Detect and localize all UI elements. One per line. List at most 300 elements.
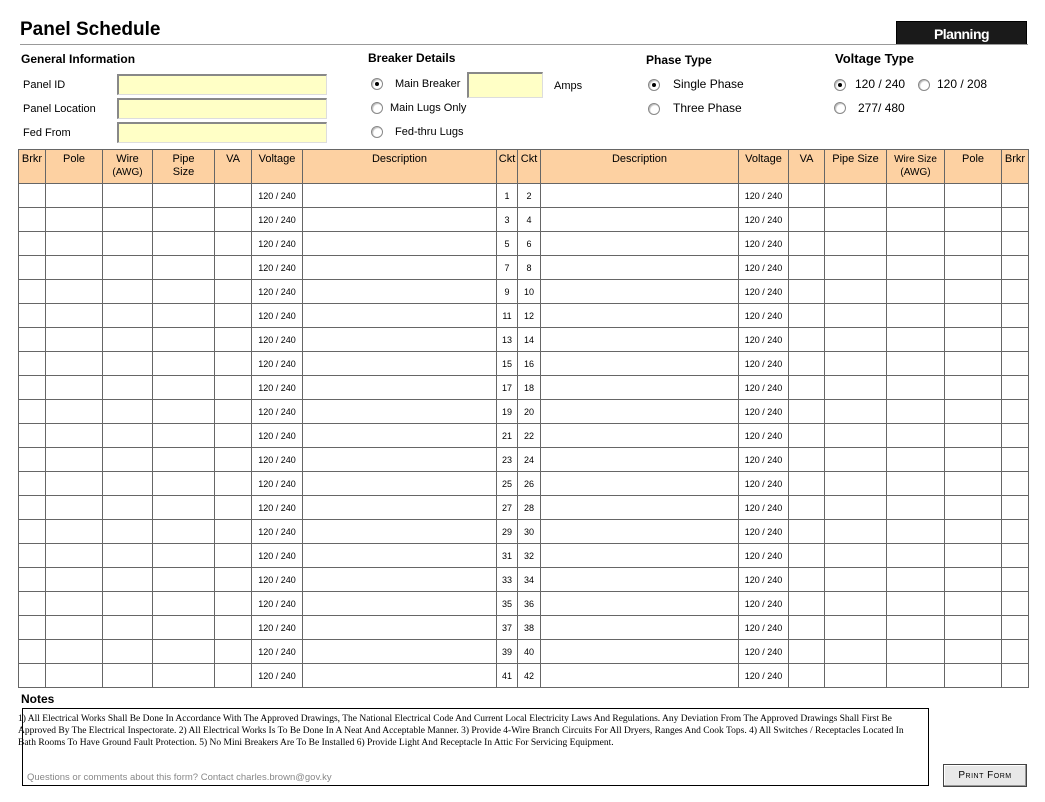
va-cell[interactable] bbox=[215, 304, 252, 328]
circuit-number-cell: 32 bbox=[518, 544, 541, 568]
wire-size-cell[interactable] bbox=[887, 520, 945, 544]
voltage-277-480-radio[interactable] bbox=[834, 102, 846, 114]
pole-cell[interactable] bbox=[945, 208, 1002, 232]
brkr-cell[interactable] bbox=[19, 640, 46, 664]
table-row bbox=[19, 496, 1029, 520]
wire-cell[interactable] bbox=[103, 184, 153, 208]
wire-cell[interactable] bbox=[103, 424, 153, 448]
va-cell[interactable] bbox=[789, 352, 825, 376]
description-cell[interactable] bbox=[303, 448, 497, 472]
description-cell[interactable] bbox=[303, 520, 497, 544]
va-cell[interactable] bbox=[215, 472, 252, 496]
pole-cell[interactable] bbox=[945, 496, 1002, 520]
brkr-cell[interactable] bbox=[19, 352, 46, 376]
va-cell[interactable] bbox=[789, 400, 825, 424]
pipe-cell[interactable] bbox=[153, 520, 215, 544]
brkr-cell[interactable] bbox=[19, 616, 46, 640]
wire-cell[interactable] bbox=[103, 568, 153, 592]
wire-size-cell[interactable] bbox=[887, 184, 945, 208]
voltage-cell: 120 / 240 bbox=[739, 616, 789, 640]
wire-size-cell[interactable] bbox=[887, 640, 945, 664]
description-cell[interactable] bbox=[303, 280, 497, 304]
va-cell[interactable] bbox=[789, 376, 825, 400]
voltage-cell: 120 / 240 bbox=[739, 184, 789, 208]
va-cell[interactable] bbox=[789, 616, 825, 640]
pole-cell[interactable] bbox=[945, 640, 1002, 664]
pole-cell[interactable] bbox=[46, 400, 103, 424]
pole-cell[interactable] bbox=[46, 280, 103, 304]
va-cell[interactable] bbox=[215, 424, 252, 448]
description-cell[interactable] bbox=[541, 496, 739, 520]
description-cell[interactable] bbox=[541, 640, 739, 664]
brkr-cell[interactable] bbox=[19, 448, 46, 472]
pipe-cell[interactable] bbox=[153, 424, 215, 448]
va-cell[interactable] bbox=[789, 592, 825, 616]
va-cell[interactable] bbox=[789, 280, 825, 304]
va-cell[interactable] bbox=[789, 640, 825, 664]
pole-cell[interactable] bbox=[46, 304, 103, 328]
circuit-number-cell: 19 bbox=[497, 400, 518, 424]
brkr-cell[interactable] bbox=[1002, 472, 1029, 496]
wire-cell[interactable] bbox=[103, 664, 153, 688]
description-cell[interactable] bbox=[303, 472, 497, 496]
wire-size-cell[interactable] bbox=[887, 400, 945, 424]
panel-location-input[interactable] bbox=[117, 98, 327, 119]
va-cell[interactable] bbox=[215, 208, 252, 232]
wire-size-cell[interactable] bbox=[887, 304, 945, 328]
pole-cell[interactable] bbox=[46, 184, 103, 208]
brkr-cell[interactable] bbox=[19, 304, 46, 328]
header-wire-left bbox=[103, 150, 153, 184]
pole-cell[interactable] bbox=[46, 424, 103, 448]
pole-cell[interactable] bbox=[945, 592, 1002, 616]
brkr-cell[interactable] bbox=[19, 568, 46, 592]
pole-cell[interactable] bbox=[945, 400, 1002, 424]
brkr-cell[interactable] bbox=[1002, 568, 1029, 592]
pole-cell[interactable] bbox=[46, 376, 103, 400]
pole-cell[interactable] bbox=[46, 616, 103, 640]
description-cell[interactable] bbox=[303, 640, 497, 664]
wire-cell[interactable] bbox=[103, 640, 153, 664]
voltage-cell: 120 / 240 bbox=[739, 568, 789, 592]
fed-from-input[interactable] bbox=[117, 122, 327, 143]
description-cell[interactable] bbox=[303, 328, 497, 352]
description-cell[interactable] bbox=[541, 352, 739, 376]
wire-cell[interactable] bbox=[103, 544, 153, 568]
pipe-size-cell[interactable] bbox=[825, 592, 887, 616]
description-cell[interactable] bbox=[541, 472, 739, 496]
brkr-cell[interactable] bbox=[19, 472, 46, 496]
wire-size-cell[interactable] bbox=[887, 472, 945, 496]
brkr-cell[interactable] bbox=[1002, 280, 1029, 304]
brkr-cell[interactable] bbox=[19, 328, 46, 352]
notes-title: Notes bbox=[21, 692, 55, 706]
pipe-cell[interactable] bbox=[153, 472, 215, 496]
pipe-cell[interactable] bbox=[153, 256, 215, 280]
description-cell[interactable] bbox=[303, 424, 497, 448]
wire-cell[interactable] bbox=[103, 616, 153, 640]
pole-cell[interactable] bbox=[945, 544, 1002, 568]
wire-cell[interactable] bbox=[103, 304, 153, 328]
description-cell[interactable] bbox=[541, 376, 739, 400]
voltage-cell: 120 / 240 bbox=[739, 400, 789, 424]
header-va-right: VA bbox=[789, 150, 825, 184]
panel-id-label: Panel ID bbox=[23, 79, 66, 91]
wire-cell[interactable] bbox=[103, 520, 153, 544]
wire-size-cell[interactable] bbox=[887, 280, 945, 304]
description-cell[interactable] bbox=[303, 304, 497, 328]
brkr-cell[interactable] bbox=[1002, 376, 1029, 400]
va-cell[interactable] bbox=[215, 544, 252, 568]
wire-size-cell[interactable] bbox=[887, 232, 945, 256]
pipe-size-cell[interactable] bbox=[825, 544, 887, 568]
circuit-number-cell: 27 bbox=[497, 496, 518, 520]
wire-cell[interactable] bbox=[103, 592, 153, 616]
va-cell[interactable] bbox=[215, 664, 252, 688]
table-row bbox=[19, 616, 1029, 640]
va-cell[interactable] bbox=[789, 184, 825, 208]
header-wire-label: Wire bbox=[116, 153, 139, 165]
brkr-cell[interactable] bbox=[1002, 448, 1029, 472]
pole-cell[interactable] bbox=[46, 472, 103, 496]
pipe-size-cell[interactable] bbox=[825, 664, 887, 688]
brkr-cell[interactable] bbox=[1002, 400, 1029, 424]
brkr-cell[interactable] bbox=[19, 256, 46, 280]
va-cell[interactable] bbox=[789, 568, 825, 592]
description-cell[interactable] bbox=[303, 568, 497, 592]
va-cell[interactable] bbox=[215, 568, 252, 592]
description-cell[interactable] bbox=[541, 232, 739, 256]
pipe-size-cell[interactable] bbox=[825, 448, 887, 472]
fed-thru-lugs-radio[interactable] bbox=[371, 126, 383, 138]
pole-cell[interactable] bbox=[46, 544, 103, 568]
circuit-number-cell: 10 bbox=[518, 280, 541, 304]
pipe-size-cell[interactable] bbox=[825, 424, 887, 448]
main-lugs-only-radio[interactable] bbox=[371, 102, 383, 114]
description-cell[interactable] bbox=[541, 424, 739, 448]
brkr-cell[interactable] bbox=[19, 496, 46, 520]
va-cell[interactable] bbox=[789, 304, 825, 328]
va-cell[interactable] bbox=[789, 664, 825, 688]
pipe-cell[interactable] bbox=[153, 640, 215, 664]
voltage-120-208-radio[interactable] bbox=[918, 79, 930, 91]
va-cell[interactable] bbox=[789, 232, 825, 256]
circuit-number-cell: 41 bbox=[497, 664, 518, 688]
description-cell[interactable] bbox=[541, 544, 739, 568]
pipe-cell[interactable] bbox=[153, 328, 215, 352]
brkr-cell[interactable] bbox=[1002, 544, 1029, 568]
brkr-cell[interactable] bbox=[19, 208, 46, 232]
pipe-size-cell[interactable] bbox=[825, 400, 887, 424]
pole-cell[interactable] bbox=[46, 520, 103, 544]
pole-cell[interactable] bbox=[945, 376, 1002, 400]
pole-cell[interactable] bbox=[945, 424, 1002, 448]
circuit-number-cell: 38 bbox=[518, 616, 541, 640]
wire-cell[interactable] bbox=[103, 208, 153, 232]
description-cell[interactable] bbox=[541, 448, 739, 472]
pole-cell[interactable] bbox=[46, 256, 103, 280]
pipe-size-cell[interactable] bbox=[825, 520, 887, 544]
wire-cell[interactable] bbox=[103, 376, 153, 400]
pipe-size-cell[interactable] bbox=[825, 256, 887, 280]
va-cell[interactable] bbox=[789, 520, 825, 544]
pipe-size-cell[interactable] bbox=[825, 232, 887, 256]
description-cell[interactable] bbox=[303, 208, 497, 232]
description-cell[interactable] bbox=[303, 664, 497, 688]
description-cell[interactable] bbox=[541, 400, 739, 424]
va-cell[interactable] bbox=[215, 400, 252, 424]
va-cell[interactable] bbox=[215, 280, 252, 304]
brkr-cell[interactable] bbox=[1002, 496, 1029, 520]
description-cell[interactable] bbox=[541, 184, 739, 208]
pipe-size-cell[interactable] bbox=[825, 640, 887, 664]
brkr-cell[interactable] bbox=[1002, 256, 1029, 280]
wire-size-cell[interactable] bbox=[887, 592, 945, 616]
main-breaker-radio[interactable] bbox=[371, 78, 383, 90]
circuit-number-cell: 5 bbox=[497, 232, 518, 256]
wire-size-cell[interactable] bbox=[887, 424, 945, 448]
wire-cell[interactable] bbox=[103, 352, 153, 376]
brkr-cell[interactable] bbox=[1002, 328, 1029, 352]
pipe-size-cell[interactable] bbox=[825, 304, 887, 328]
wire-cell[interactable] bbox=[103, 496, 153, 520]
description-cell[interactable] bbox=[303, 352, 497, 376]
wire-size-cell[interactable] bbox=[887, 208, 945, 232]
table-row bbox=[19, 472, 1029, 496]
pipe-cell[interactable] bbox=[153, 448, 215, 472]
description-cell[interactable] bbox=[541, 280, 739, 304]
pole-cell[interactable] bbox=[46, 496, 103, 520]
wire-cell[interactable] bbox=[103, 232, 153, 256]
print-form-button[interactable]: Print Form bbox=[943, 764, 1027, 787]
wire-cell[interactable] bbox=[103, 328, 153, 352]
description-cell[interactable] bbox=[303, 616, 497, 640]
brkr-cell[interactable] bbox=[1002, 664, 1029, 688]
va-cell[interactable] bbox=[215, 184, 252, 208]
description-cell[interactable] bbox=[303, 496, 497, 520]
pole-cell[interactable] bbox=[46, 568, 103, 592]
brkr-cell[interactable] bbox=[19, 376, 46, 400]
voltage-cell: 120 / 240 bbox=[739, 448, 789, 472]
brkr-cell[interactable] bbox=[19, 400, 46, 424]
va-cell[interactable] bbox=[789, 472, 825, 496]
wire-size-cell[interactable] bbox=[887, 664, 945, 688]
pole-cell[interactable] bbox=[46, 352, 103, 376]
pipe-size-cell[interactable] bbox=[825, 328, 887, 352]
va-cell[interactable] bbox=[215, 328, 252, 352]
pole-cell[interactable] bbox=[46, 592, 103, 616]
brkr-cell[interactable] bbox=[19, 544, 46, 568]
wire-size-cell[interactable] bbox=[887, 616, 945, 640]
brkr-cell[interactable] bbox=[1002, 208, 1029, 232]
pipe-cell[interactable] bbox=[153, 376, 215, 400]
amps-input[interactable] bbox=[467, 72, 543, 98]
header-pipe-size-right: Pipe Size bbox=[825, 150, 887, 184]
description-cell[interactable] bbox=[303, 256, 497, 280]
brkr-cell[interactable] bbox=[19, 520, 46, 544]
table-row bbox=[19, 664, 1029, 688]
wire-size-cell[interactable] bbox=[887, 256, 945, 280]
wire-size-cell[interactable] bbox=[887, 352, 945, 376]
header-wire-size-label: Wire Size bbox=[894, 154, 937, 165]
pipe-cell[interactable] bbox=[153, 184, 215, 208]
pole-cell[interactable] bbox=[945, 448, 1002, 472]
pole-cell[interactable] bbox=[945, 616, 1002, 640]
pipe-size-cell[interactable] bbox=[825, 568, 887, 592]
va-cell[interactable] bbox=[215, 640, 252, 664]
va-cell[interactable] bbox=[789, 424, 825, 448]
brkr-cell[interactable] bbox=[1002, 592, 1029, 616]
pipe-cell[interactable] bbox=[153, 496, 215, 520]
pipe-cell[interactable] bbox=[153, 352, 215, 376]
pole-cell[interactable] bbox=[945, 232, 1002, 256]
va-cell[interactable] bbox=[789, 544, 825, 568]
pole-cell[interactable] bbox=[945, 304, 1002, 328]
description-cell[interactable] bbox=[303, 184, 497, 208]
pipe-cell[interactable] bbox=[153, 208, 215, 232]
description-cell[interactable] bbox=[541, 208, 739, 232]
pipe-cell[interactable] bbox=[153, 568, 215, 592]
pipe-cell[interactable] bbox=[153, 592, 215, 616]
pipe-cell[interactable] bbox=[153, 664, 215, 688]
pole-cell[interactable] bbox=[945, 280, 1002, 304]
circuit-number-cell: 31 bbox=[497, 544, 518, 568]
va-cell[interactable] bbox=[789, 448, 825, 472]
description-cell[interactable] bbox=[541, 256, 739, 280]
va-cell[interactable] bbox=[215, 352, 252, 376]
description-cell[interactable] bbox=[541, 304, 739, 328]
voltage-cell: 120 / 240 bbox=[252, 448, 303, 472]
wire-cell[interactable] bbox=[103, 472, 153, 496]
va-cell[interactable] bbox=[215, 376, 252, 400]
pipe-cell[interactable] bbox=[153, 544, 215, 568]
wire-size-cell[interactable] bbox=[887, 448, 945, 472]
brkr-cell[interactable] bbox=[1002, 352, 1029, 376]
va-cell[interactable] bbox=[215, 520, 252, 544]
table-row bbox=[19, 208, 1029, 232]
brkr-cell[interactable] bbox=[1002, 616, 1029, 640]
va-cell[interactable] bbox=[215, 592, 252, 616]
description-cell[interactable] bbox=[303, 400, 497, 424]
pole-cell[interactable] bbox=[945, 520, 1002, 544]
pole-cell[interactable] bbox=[945, 256, 1002, 280]
va-cell[interactable] bbox=[215, 616, 252, 640]
table-row bbox=[19, 376, 1029, 400]
three-phase-label: Three Phase bbox=[673, 101, 742, 115]
pipe-cell[interactable] bbox=[153, 232, 215, 256]
description-cell[interactable] bbox=[541, 592, 739, 616]
pipe-cell[interactable] bbox=[153, 616, 215, 640]
wire-cell[interactable] bbox=[103, 280, 153, 304]
voltage-cell: 120 / 240 bbox=[252, 472, 303, 496]
header-pipe-label: Pipe bbox=[172, 153, 195, 165]
va-cell[interactable] bbox=[789, 208, 825, 232]
wire-size-cell[interactable] bbox=[887, 544, 945, 568]
va-cell[interactable] bbox=[215, 448, 252, 472]
pole-cell[interactable] bbox=[945, 472, 1002, 496]
pipe-cell[interactable] bbox=[153, 280, 215, 304]
description-cell[interactable] bbox=[541, 520, 739, 544]
description-cell[interactable] bbox=[541, 568, 739, 592]
description-cell[interactable] bbox=[303, 544, 497, 568]
description-cell[interactable] bbox=[541, 328, 739, 352]
va-cell[interactable] bbox=[215, 496, 252, 520]
pipe-size-cell[interactable] bbox=[825, 184, 887, 208]
wire-size-cell[interactable] bbox=[887, 328, 945, 352]
pole-cell[interactable] bbox=[46, 208, 103, 232]
brkr-cell[interactable] bbox=[19, 424, 46, 448]
pole-cell[interactable] bbox=[945, 664, 1002, 688]
va-cell[interactable] bbox=[789, 328, 825, 352]
circuit-number-cell: 3 bbox=[497, 208, 518, 232]
wire-cell[interactable] bbox=[103, 448, 153, 472]
brkr-cell[interactable] bbox=[19, 592, 46, 616]
wire-size-cell[interactable] bbox=[887, 376, 945, 400]
voltage-cell: 120 / 240 bbox=[252, 496, 303, 520]
pipe-size-cell[interactable] bbox=[825, 208, 887, 232]
voltage-120-240-radio[interactable] bbox=[834, 79, 846, 91]
circuit-number-cell: 17 bbox=[497, 376, 518, 400]
brkr-cell[interactable] bbox=[19, 184, 46, 208]
pole-cell[interactable] bbox=[46, 664, 103, 688]
brkr-cell[interactable] bbox=[1002, 520, 1029, 544]
brkr-cell[interactable] bbox=[19, 280, 46, 304]
pipe-cell[interactable] bbox=[153, 304, 215, 328]
description-cell[interactable] bbox=[541, 616, 739, 640]
va-cell[interactable] bbox=[215, 256, 252, 280]
brkr-cell[interactable] bbox=[1002, 640, 1029, 664]
description-cell[interactable] bbox=[303, 376, 497, 400]
brkr-cell[interactable] bbox=[19, 664, 46, 688]
va-cell[interactable] bbox=[789, 496, 825, 520]
brkr-cell[interactable] bbox=[19, 232, 46, 256]
single-phase-radio[interactable] bbox=[648, 79, 660, 91]
description-cell[interactable] bbox=[303, 232, 497, 256]
pipe-cell[interactable] bbox=[153, 400, 215, 424]
description-cell[interactable] bbox=[541, 664, 739, 688]
pole-cell[interactable] bbox=[46, 448, 103, 472]
wire-size-cell[interactable] bbox=[887, 568, 945, 592]
pipe-size-cell[interactable] bbox=[825, 376, 887, 400]
brkr-cell[interactable] bbox=[1002, 304, 1029, 328]
brkr-cell[interactable] bbox=[1002, 184, 1029, 208]
pipe-size-cell[interactable] bbox=[825, 496, 887, 520]
wire-size-cell[interactable] bbox=[887, 496, 945, 520]
panel-id-input[interactable] bbox=[117, 74, 327, 95]
wire-cell[interactable] bbox=[103, 400, 153, 424]
pole-cell[interactable] bbox=[945, 352, 1002, 376]
phase-type-title: Phase Type bbox=[646, 53, 712, 67]
brkr-cell[interactable] bbox=[1002, 424, 1029, 448]
pole-cell[interactable] bbox=[945, 328, 1002, 352]
pipe-size-cell[interactable] bbox=[825, 352, 887, 376]
circuit-number-cell: 33 bbox=[497, 568, 518, 592]
three-phase-radio[interactable] bbox=[648, 103, 660, 115]
va-cell[interactable] bbox=[789, 256, 825, 280]
pole-cell[interactable] bbox=[46, 328, 103, 352]
pole-cell[interactable] bbox=[945, 568, 1002, 592]
pole-cell[interactable] bbox=[46, 232, 103, 256]
pole-cell[interactable] bbox=[46, 640, 103, 664]
description-cell[interactable] bbox=[303, 592, 497, 616]
pole-cell[interactable] bbox=[945, 184, 1002, 208]
pipe-size-cell[interactable] bbox=[825, 280, 887, 304]
pipe-size-cell[interactable] bbox=[825, 616, 887, 640]
wire-cell[interactable] bbox=[103, 256, 153, 280]
pipe-size-cell[interactable] bbox=[825, 472, 887, 496]
va-cell[interactable] bbox=[215, 232, 252, 256]
brkr-cell[interactable] bbox=[1002, 232, 1029, 256]
